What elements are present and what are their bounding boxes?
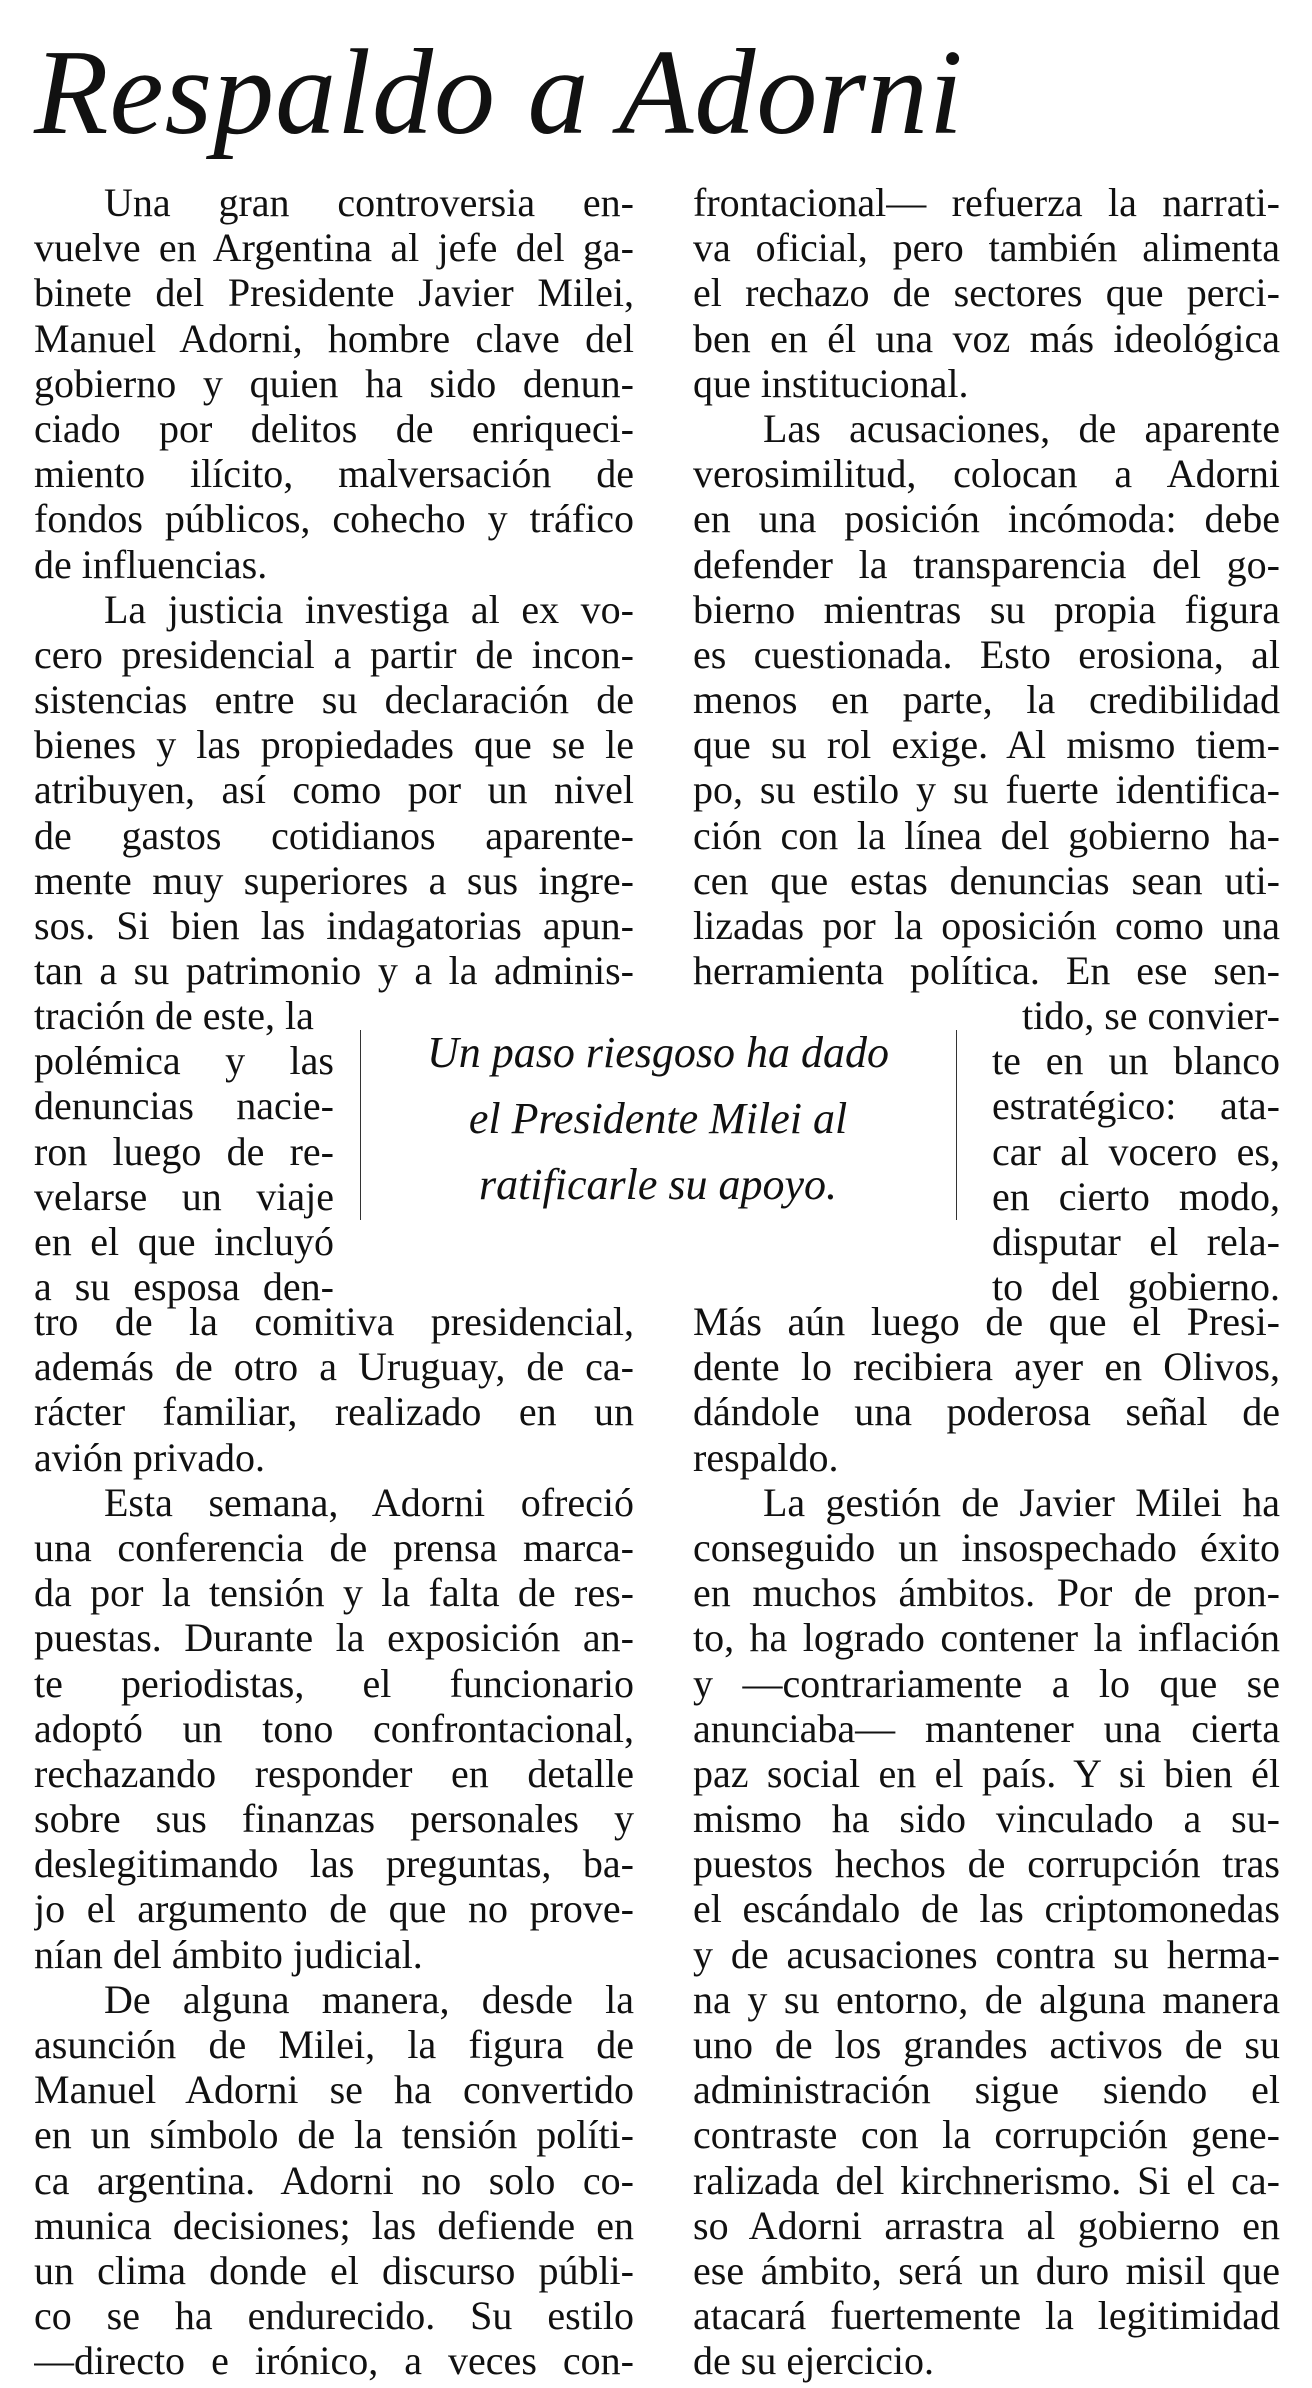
text-line: puestos hechos de corrupción tras — [693, 1841, 1280, 1887]
text-line: cen que estas denuncias sean uti- — [693, 857, 1280, 903]
text-line: sistencias entre su declaración de — [34, 677, 634, 723]
text-line: adoptó un tono confrontacional, — [34, 1705, 634, 1751]
text-line: binete del Presidente Javier Milei, — [34, 270, 634, 316]
text-line: Manuel Adorni se ha convertido — [34, 2067, 634, 2113]
text-line: puestas. Durante la exposición an- — [34, 1615, 634, 1661]
text-line: estratégico: ata- — [992, 1083, 1280, 1129]
right-column-bottom — [693, 1299, 1280, 2384]
text-line: va oficial, pero también alimenta — [693, 225, 1280, 271]
text-line: un clima donde el discurso públi- — [34, 2247, 634, 2293]
text-line: dente lo recibiera ayer en Olivos, — [693, 1344, 1280, 1390]
text-line: tración de este, la — [34, 993, 314, 1038]
text-line: herramienta política. En ese sen- — [693, 948, 1280, 994]
text-line: que institucional. — [693, 360, 969, 406]
pull-quote-right-rule — [956, 1030, 957, 1220]
pull-quote — [360, 1020, 956, 1230]
text-line: y de acusaciones contra su herma- — [693, 1931, 1280, 1977]
text-line: el rechazo de sectores que perci- — [693, 270, 1280, 316]
text-line: to del gobierno. — [992, 1264, 1280, 1310]
text-line: mismo ha sido vinculado a su- — [693, 1796, 1280, 1842]
text-line: cero presidencial a partir de incon- — [34, 631, 634, 677]
text-line: atribuyen, así como por un nivel — [34, 767, 634, 813]
text-line: dándole una poderosa señal de — [693, 1389, 1280, 1435]
text-line: y —contrariamente a lo que se — [693, 1660, 1280, 1706]
text-line: na y su entorno, de alguna manera — [693, 1976, 1280, 2022]
text-line: ciado por delitos de enriqueci- — [34, 405, 634, 451]
text-line: te periodistas, el funcionario — [34, 1660, 634, 1706]
right-column-top — [693, 180, 1280, 993]
text-line: en una posición incómoda: debe — [693, 496, 1280, 542]
text-line: ca argentina. Adorni no solo co- — [34, 2157, 634, 2203]
text-line: atacará fuertemente la legitimidad — [693, 2293, 1280, 2339]
text-line: el escándalo de las criptomonedas — [693, 1886, 1280, 1932]
text-line: —directo e irónico, a veces con- — [34, 2338, 634, 2384]
text-line: contraste con la corrupción gene- — [693, 2112, 1280, 2158]
text-line: además de otro a Uruguay, de ca- — [34, 1344, 634, 1390]
text-line: gobierno y quien ha sido denun- — [34, 360, 634, 406]
text-line: vuelve en Argentina al jefe del ga- — [34, 225, 634, 271]
text-line: co se ha endurecido. Su estilo — [34, 2293, 634, 2339]
text-line: uno de los grandes activos de su — [693, 2022, 1280, 2067]
text-line: rechazando responder en detalle — [34, 1750, 634, 1796]
text-line: ese ámbito, será un duro misil que — [693, 2247, 1280, 2293]
text-line: ción con la línea del gobierno ha- — [693, 812, 1280, 858]
text-line: administración sigue siendo el — [693, 2067, 1280, 2113]
text-line: miento ilícito, malversación de — [34, 451, 634, 497]
text-line: anunciaba— mantener una cierta — [693, 1705, 1280, 1751]
pull-quote-line: Un paso riesgoso ha dado — [426, 1028, 890, 1077]
text-line: tro de la comitiva presidencial, — [34, 1299, 634, 1344]
text-line: una conferencia de prensa marca- — [34, 1524, 634, 1570]
text-line: La justicia investiga al ex vo- — [104, 586, 634, 632]
text-line: en un símbolo de la tensión políti- — [34, 2112, 634, 2158]
text-line: te en un blanco — [992, 1038, 1280, 1084]
text-line: en cierto modo, — [992, 1173, 1280, 1219]
text-line: De alguna manera, desde la — [104, 1976, 634, 2022]
text-line: avión privado. — [34, 1434, 266, 1480]
text-line: Esta semana, Adorni ofreció — [104, 1479, 634, 1525]
text-line: to, ha logrado contener la inflación — [693, 1615, 1280, 1661]
text-line: que su rol exige. Al mismo tiem- — [693, 722, 1280, 768]
text-line: da por la tensión y la falta de res- — [34, 1570, 634, 1616]
text-line: tido, se convier- — [1021, 993, 1280, 1038]
text-line: velarse un viaje — [34, 1173, 334, 1219]
text-line: frontacional— refuerza la narrati- — [693, 180, 1280, 225]
text-line: bienes y las propiedades que se le — [34, 722, 634, 768]
left-column-bottom — [34, 1299, 634, 2384]
text-line: jo el argumento de que no prove- — [34, 1886, 634, 1932]
headline: Respaldo a Adorni — [34, 25, 964, 160]
text-line: a su esposa den- — [34, 1264, 334, 1310]
text-line: mente muy superiores a sus ingre- — [34, 857, 634, 903]
text-line: La gestión de Javier Milei ha — [763, 1479, 1280, 1525]
text-line: Manuel Adorni, hombre clave del — [34, 315, 634, 361]
pull-quote-line: ratificarle su apoyo. — [478, 1160, 838, 1209]
text-line: Más aún luego de que el Presi- — [693, 1299, 1280, 1344]
text-line: bierno mientras su propia figura — [693, 586, 1280, 632]
text-line: lizadas por la oposición como una — [693, 903, 1280, 948]
text-line: asunción de Milei, la figura de — [34, 2022, 634, 2067]
text-line: munica decisiones; las defiende en — [34, 2202, 634, 2248]
right-column-wrap — [992, 993, 1280, 1309]
text-line: deslegitimando las preguntas, ba- — [34, 1841, 634, 1887]
text-line: verosimilitud, colocan a Adorni — [693, 451, 1280, 497]
text-line: denuncias nacie- — [34, 1083, 334, 1129]
text-line: car al vocero es, — [992, 1128, 1280, 1174]
text-line: Las acusaciones, de aparente — [763, 405, 1280, 451]
text-line: fondos públicos, cohecho y tráfico — [34, 496, 634, 542]
text-line: menos en parte, la credibilidad — [693, 677, 1280, 723]
text-line: paz social en el país. Y si bien él — [693, 1750, 1280, 1796]
text-line: defender la transparencia del go- — [693, 541, 1280, 587]
left-column-top — [34, 180, 634, 993]
text-line: en el que incluyó — [34, 1218, 334, 1264]
text-line: disputar el rela- — [992, 1218, 1280, 1264]
text-line: en muchos ámbitos. Por de pron- — [693, 1570, 1280, 1616]
left-column-wrap — [34, 993, 334, 1309]
text-line: nían del ámbito judicial. — [34, 1931, 423, 1977]
text-line: po, su estilo y su fuerte identifica- — [693, 767, 1280, 813]
text-line: Una gran controversia en- — [104, 180, 634, 225]
text-line: respaldo. — [693, 1434, 839, 1480]
text-line: conseguido un insospechado éxito — [693, 1524, 1280, 1570]
text-line: ron luego de re- — [34, 1128, 334, 1174]
text-line: de gastos cotidianos aparente- — [34, 812, 634, 858]
text-line: ben en él una voz más ideológica — [693, 315, 1280, 361]
text-line: de su ejercicio. — [693, 2338, 934, 2384]
pull-quote-line: el Presidente Milei al — [468, 1094, 848, 1143]
text-line: de influencias. — [34, 541, 268, 587]
text-line: sos. Si bien las indagatorias apun- — [34, 903, 634, 948]
text-line: sobre sus finanzas personales y — [34, 1796, 634, 1842]
text-line: ralizada del kirchnerismo. Si el ca- — [693, 2157, 1280, 2203]
text-line: rácter familiar, realizado en un — [34, 1389, 634, 1435]
text-line: es cuestionada. Esto erosiona, al — [693, 631, 1280, 677]
text-line: so Adorni arrastra al gobierno en — [693, 2202, 1280, 2248]
text-line: polémica y las — [34, 1038, 334, 1084]
text-line: tan a su patrimonio y a la adminis- — [34, 948, 634, 994]
